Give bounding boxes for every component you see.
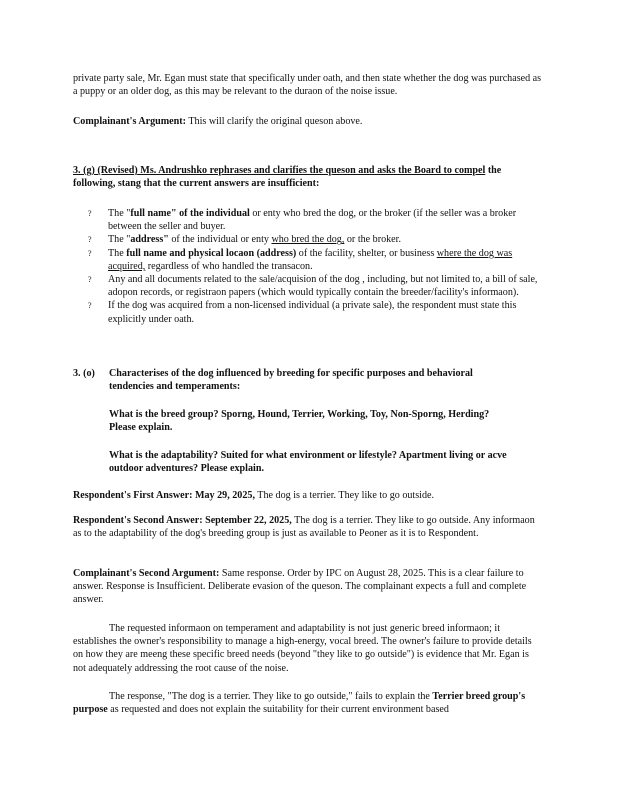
breed-group-question: What is the breed group? Sporng, Hound, Terrier, Working, Toy, Non-Sporng, Herding? [109,409,490,420]
list-item: ? The "address" of the individual or enty who bred the dog, or the broker. [88,234,401,246]
bullet-icon: ? [88,275,92,285]
complainant-second-argument-text: Same response. Order by IPC on August 28, 2025. This is a clear failure to answer. Response is Insufficient. Deliberate evasion of the queson. The complainant expects a full and complete answer. [73,568,527,606]
complainant-argument-text: This will clarify the original queson above. [186,116,363,127]
request-bullet-list [88,207,543,326]
list-item: ? The full name and physical locaon (address) of the facility, shelter, or business where the dog was acquired, regardless of who handled the transacon. [88,247,513,272]
list-item: ? Any and all documents related to the sale/acquision of the dog , including, but not limited to, a bill of sale, adopon records, or registraon papers (which would typically contain the breeder/facility's informaon). [88,274,538,299]
list-item: ? The "full name" of the individual or enty who bred the dog, or the broker (if the seller was a broker between the seller and buyer. [88,208,517,233]
complainant-argument-1 [73,115,543,128]
bullet-icon: ? [88,248,92,258]
respondent-first-answer [73,489,543,502]
complainant-second-argument [73,567,543,607]
section-3g-label: 3. (g) (Revised) [73,165,138,176]
bullet-icon: ? [88,301,92,311]
bullet-icon: ? [88,209,92,218]
section-3o-label: 3. (o) [73,368,95,379]
paragraph-private-sale: private party sale, Mr. Egan must state that specifically under oath, and then state whether the dog was purchased as a puppy or an older dog, as this may be relevant to the duraon of the noise issue. [73,73,542,98]
complainant-second-argument-label: Complainant's Second Argument: [73,568,220,579]
section-3g-heading [73,164,543,190]
respondent-first-answer-label: Respondent's First Answer: May 29, 2025, [73,490,255,501]
bullet-icon: ? [88,235,92,245]
respondent-second-answer [73,514,543,540]
section-3o-line2: tendencies and temperaments: [109,381,241,392]
paragraph-response-analysis: The response, "The dog is a terrier. They like to go outside," fails to explain the Terrier breed group's purpose as requested and does not explain the suitability for their current environment based [73,691,526,716]
respondent-second-answer-text: The dog is a terrier. They like to go outside. Any informaon as to the adaptability of the dog's breeding group is just as available to Peoner as it is to Respondent. [73,515,535,540]
paragraph-temperament: The requested informaon on temperament and adaptability is not just generic breed informaon; it establishes the owner's responsibility to manage a high-energy, vocal breed. The owner's failure to provide details on how they are meeng these specific breed needs (beyond "they like to go outside") is evidence that Mr. Egan is not adequately addressing the root cause of the noise. [73,623,532,674]
complainant-argument-label: Complainant's Argument: [73,116,187,127]
respondent-first-answer-text: The dog is a terrier. They like to go outside. [254,490,435,501]
adaptability-question-2: outdoor adventures? Please explain. [109,463,264,474]
section-3g-text-underlined: Ms. Andrushko rephrases and clarifies the queson and asks the Board to compel [137,165,486,176]
respondent-second-answer-label: Respondent's Second Answer: September 22, 2025, [73,515,292,526]
list-item: ? If the dog was acquired from a non-licensed individual (a private sale), the respondent must state this explicitly under oath. [88,300,517,325]
section-3g-text: the following, stang that the current answers are insufficient: [73,165,502,190]
adaptability-question: What is the adaptability? Suited for what environment or lifestyle? Apartment living or acve [109,450,507,461]
section-3o-line1: Characterises of the dog influenced by breeding for specific purposes and behavioral [109,368,473,379]
breed-group-question-2: Please explain. [109,422,173,433]
